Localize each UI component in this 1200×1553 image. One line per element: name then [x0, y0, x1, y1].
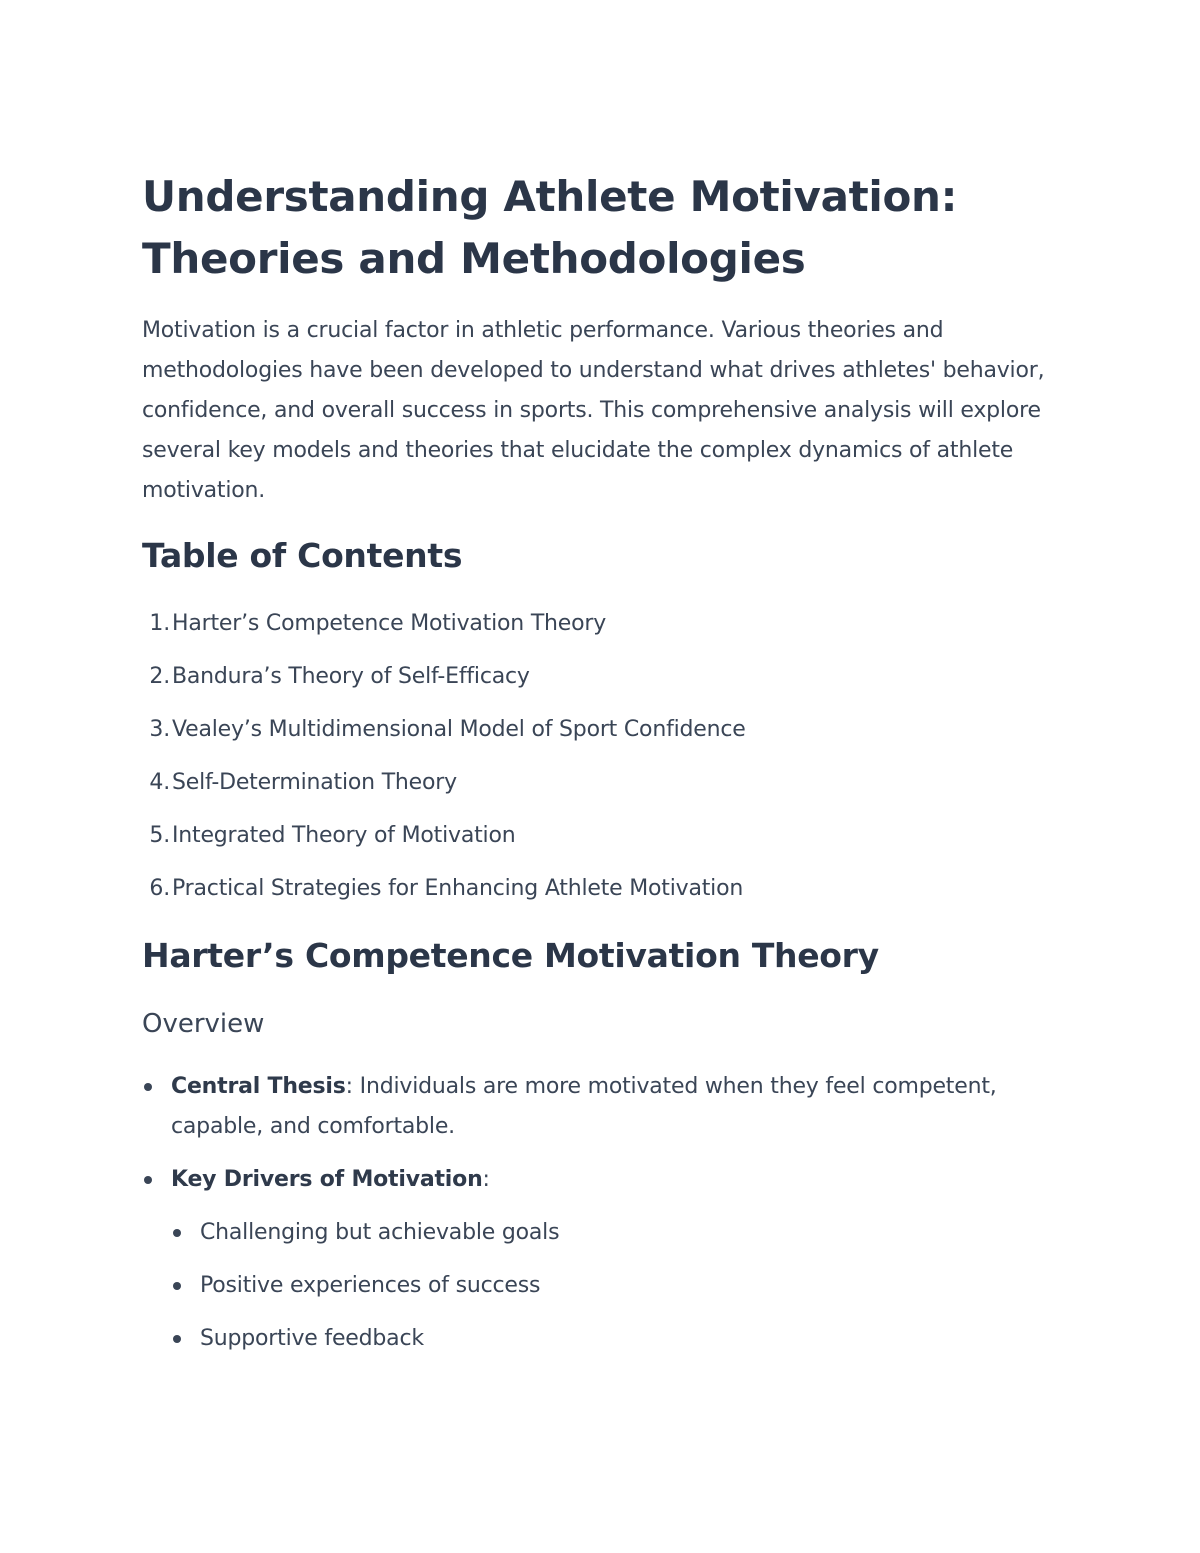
sub-bullet-text: Supportive feedback: [200, 1326, 424, 1351]
bullet-dot: [144, 1176, 152, 1184]
bullet-text: : Individuals are more motivated when they feel competent, capable, and comfortable.: [171, 1074, 997, 1139]
toc-item-label: Self-Determination Theory: [172, 770, 457, 795]
sub-bullet-dot: [173, 1229, 181, 1237]
sub-bullet-dot: [173, 1335, 181, 1343]
bullet-dot: [144, 1083, 152, 1091]
toc-item-label: Bandura’s Theory of Self-Efficacy: [172, 664, 530, 689]
toc-item-label: Practical Strategies for Enhancing Athlete Motivation: [172, 876, 744, 901]
sub-bullet-list: [142, 1213, 1062, 1372]
toc-item-number: 3.: [149, 717, 170, 742]
document-title: [142, 166, 957, 290]
toc-item[interactable]: [142, 707, 746, 760]
toc-item[interactable]: [142, 760, 746, 813]
bullet-key-drivers: [142, 1160, 1062, 1200]
toc-item[interactable]: [142, 601, 746, 654]
toc-list: [142, 601, 746, 919]
sub-bullet-item: [142, 1266, 1062, 1319]
toc-item-number: 5.: [149, 823, 170, 848]
sub-bullet-item: [142, 1319, 1062, 1372]
sub-bullet-text: Positive experiences of success: [200, 1273, 541, 1298]
sub-bullet-dot: [173, 1282, 181, 1290]
bullet-label: Central Thesis: [171, 1074, 346, 1099]
toc-heading: Table of Contents: [142, 536, 463, 575]
toc-item-number: 4.: [149, 770, 170, 795]
toc-item[interactable]: [142, 654, 746, 707]
toc-item[interactable]: [142, 866, 746, 919]
bullet-text: :: [482, 1167, 490, 1192]
bullet-list: [142, 1067, 1062, 1372]
toc-item[interactable]: [142, 813, 746, 866]
title-line-1: Understanding Athlete Motivation:: [142, 172, 958, 221]
toc-item-label: Harter’s Competence Motivation Theory: [172, 611, 607, 636]
toc-item-label: Integrated Theory of Motivation: [172, 823, 516, 848]
toc-item-number: 2.: [149, 664, 170, 689]
toc-item-number: 1.: [149, 611, 170, 636]
bullet-central-thesis: [142, 1067, 1062, 1160]
title-line-2: Theories and Methodologies: [142, 234, 806, 283]
intro-paragraph: Motivation is a crucial factor in athletic performance. Various theories and methodologies have been developed to understand what drives athletes' behavior, confidence, and overall success in sports. This comprehensive analysis will explore several key models and theories that elucidate the complex dynamics of athlete motivation.: [142, 318, 1045, 503]
section-subheading: Overview: [142, 1009, 265, 1039]
bullet-label: Key Drivers of Motivation: [171, 1167, 483, 1192]
sublist-container: [142, 1213, 1062, 1372]
sub-bullet-item: [142, 1213, 1062, 1266]
toc-item-number: 6.: [149, 876, 170, 901]
sub-bullet-text: Challenging but achievable goals: [200, 1220, 560, 1245]
toc-item-label: Vealey’s Multidimensional Model of Sport Confidence: [172, 717, 746, 742]
section-heading: Harter’s Competence Motivation Theory: [142, 936, 879, 975]
